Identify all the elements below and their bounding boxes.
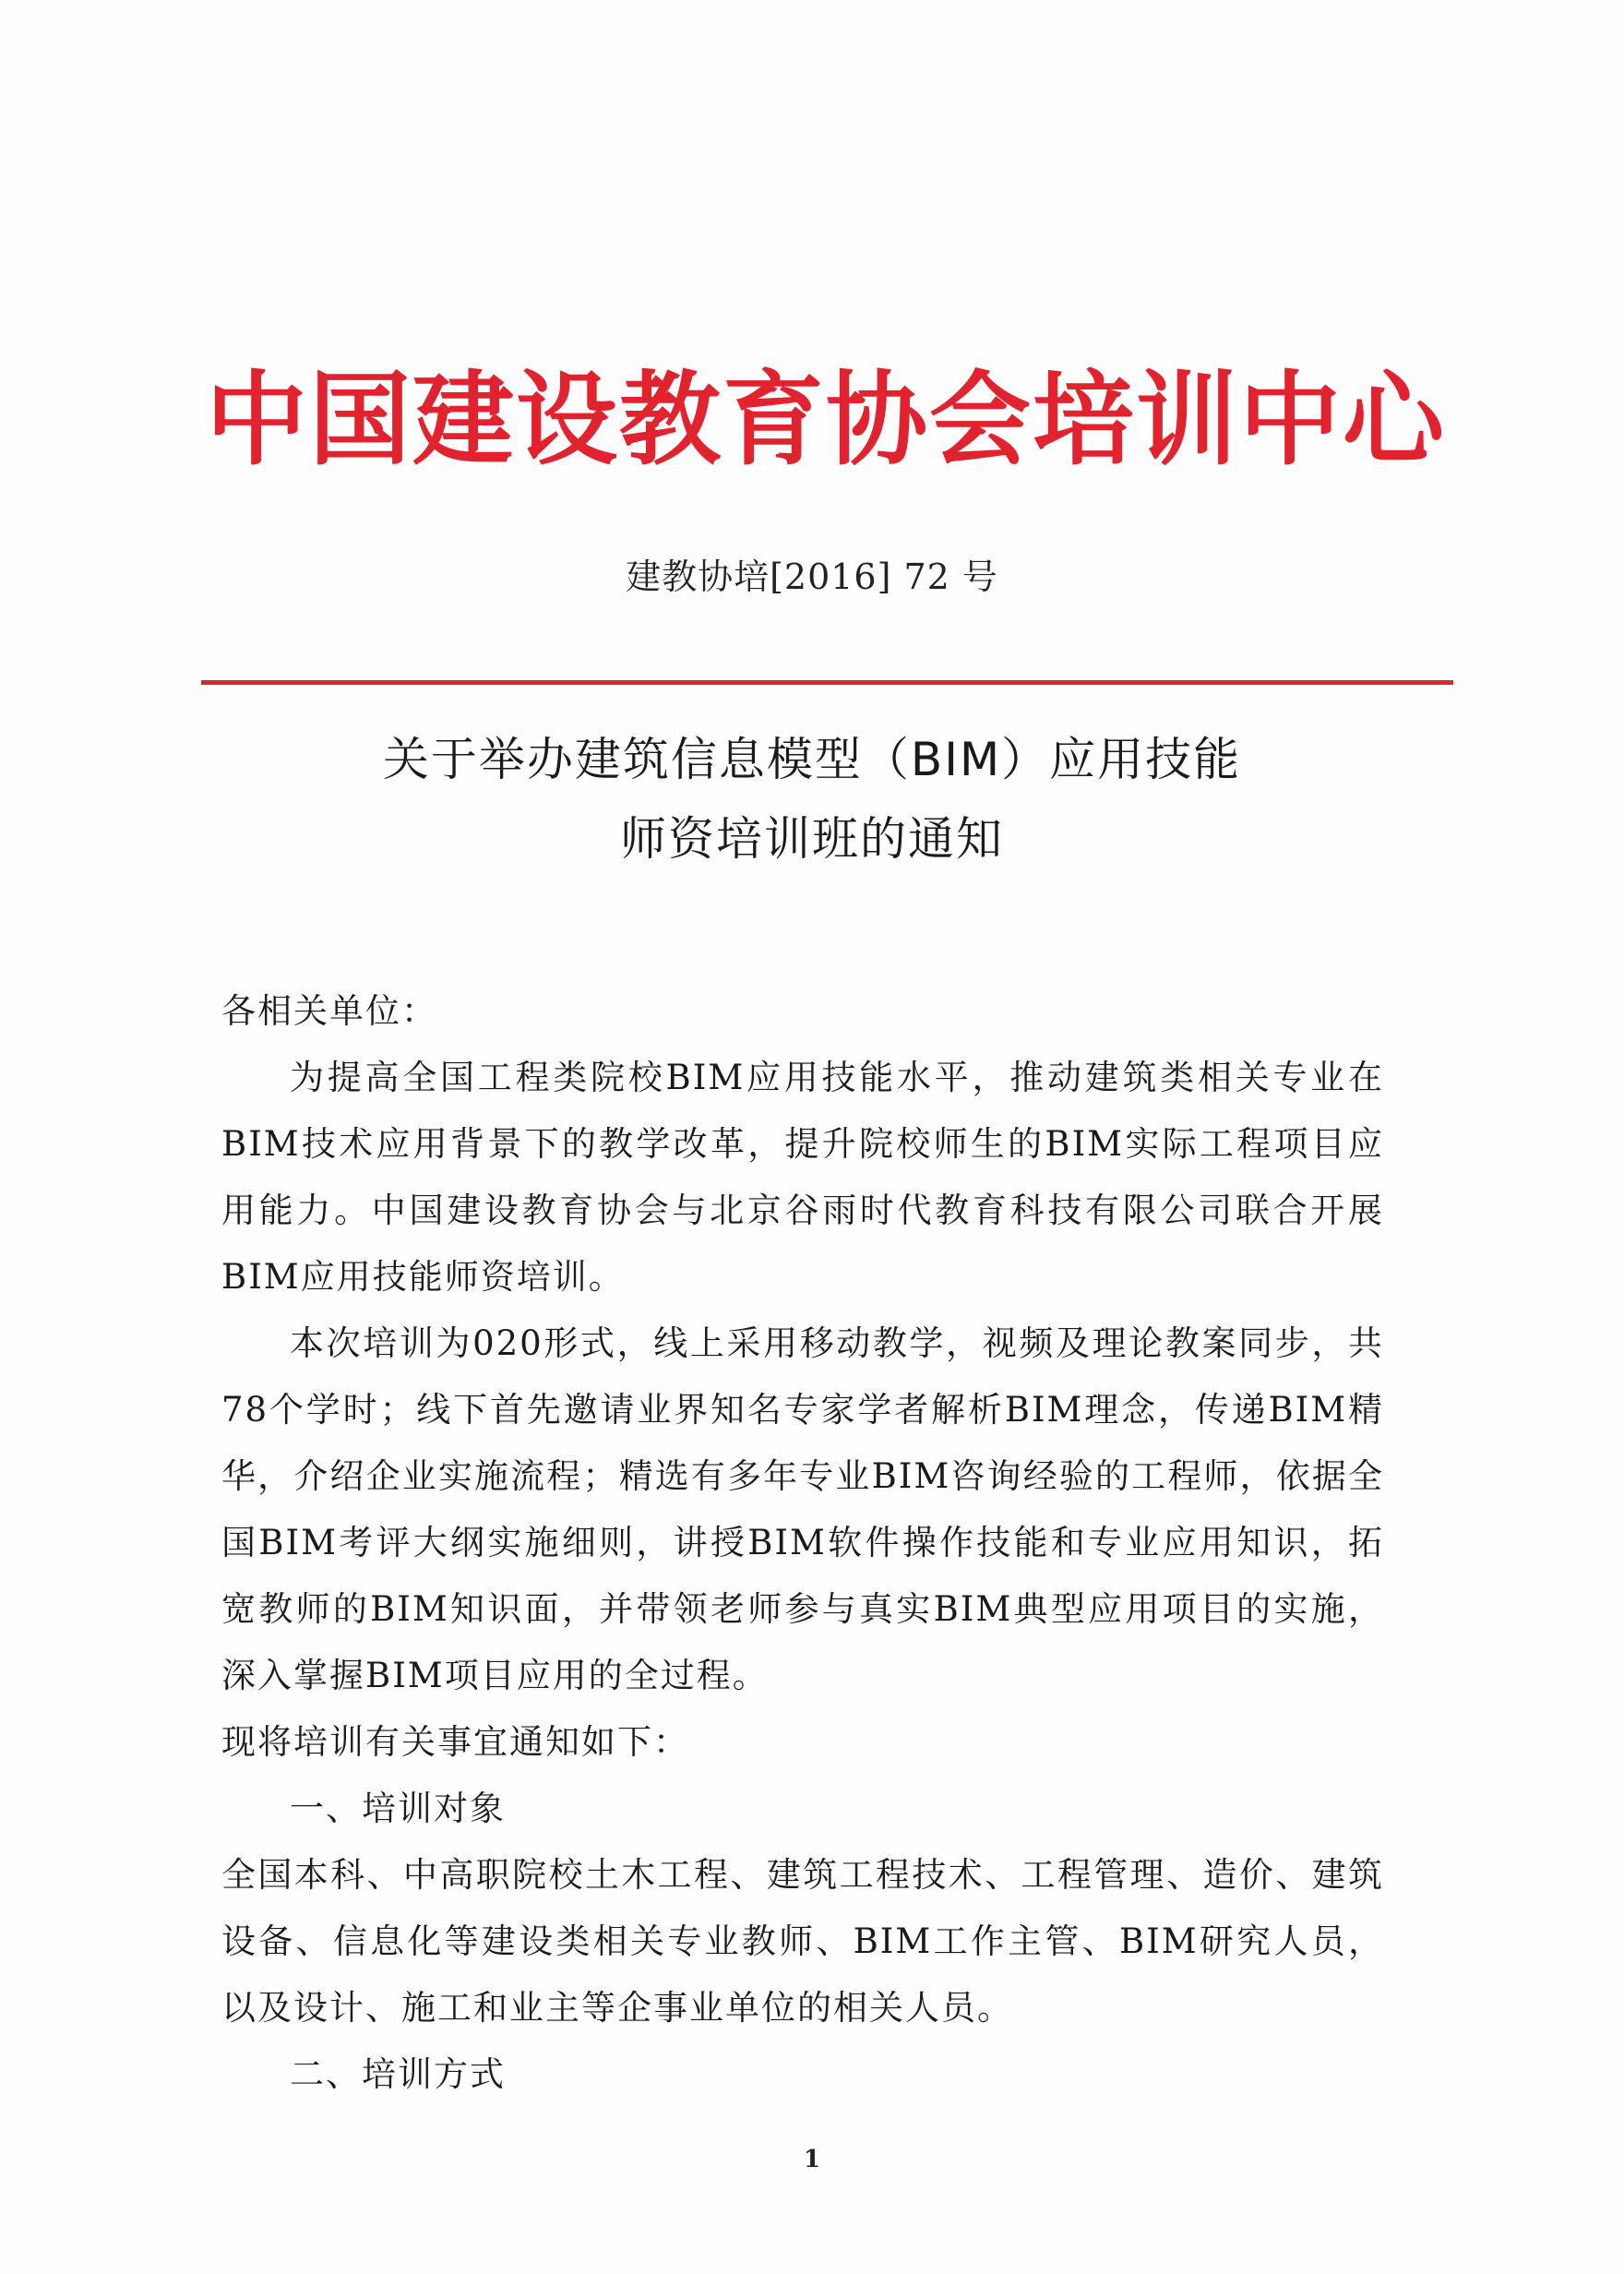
section-text-audience: 全国本科、中高职院校土木工程、建筑工程技术、工程管理、造价、建筑设备、信息化等建设类相关专业教师、BIM工作主管、BIM研究人员，以及设计、施工和业主等企事业单位的相关人员。: [221, 1855, 1384, 2028]
notice-body: [221, 978, 1384, 2108]
notice-title: [0, 720, 1624, 879]
paragraph-purpose: 为提高全国工程类院校BIM应用技能水平，推动建筑类相关专业在BIM技术应用背景下的教学改革，提升院校师生的BIM实际工程项目应用能力。中国建设教育协会与北京谷雨时代教育科技有限公司联合开展BIM应用技能师资培训。: [221, 1058, 1384, 1297]
paragraph-intro: 现将培训有关事宜通知如下：: [221, 1722, 689, 1762]
title-line-1: 关于举办建筑信息模型（BIM）应用技能: [382, 733, 1242, 786]
title-line-2: 师资培训班的通知: [620, 812, 1004, 866]
paragraph-format: 本次培训为020形式，线上采用移动教学，视频及理论教案同步，共78个学时；线下首先邀请业界知名专家学者解析BIM理念，传递BIM精华，介绍企业实施流程；精选有多年专业BIM咨询经验的工程师，依据全国BIM考评大纲实施细则，讲授BIM软件操作技能和专业应用知识，拓宽教师的BIM知识面，并带领老师参与真实BIM典型应用项目的实施，深入掌握BIM项目应用的全过程。: [221, 1323, 1384, 1695]
document-number: 建教协培[2016] 72 号: [626, 557, 998, 597]
section-heading-audience: 一、培训对象: [290, 1789, 506, 1828]
organization-header: 中国建设教育协会培训中心: [206, 360, 1446, 479]
red-divider-line: [201, 680, 1453, 685]
salutation: 各相关单位：: [221, 991, 437, 1031]
page-number: 1: [803, 2146, 821, 2173]
section-heading-method: 二、培训方式: [290, 2054, 506, 2094]
